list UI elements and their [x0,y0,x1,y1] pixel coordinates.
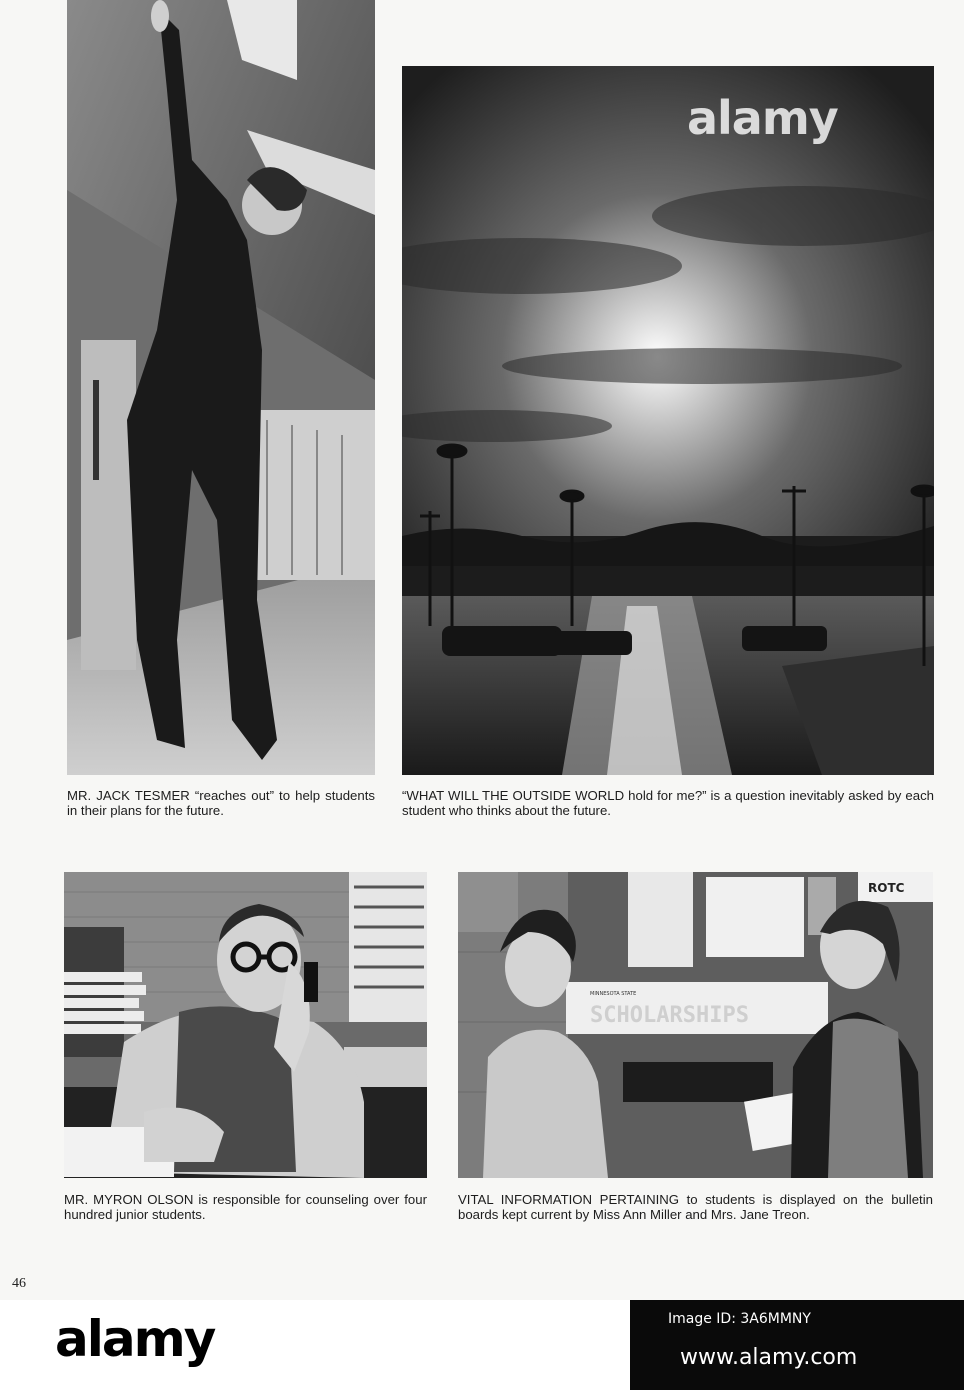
watermark: alamy [687,91,838,145]
caption-text: “reaches out” to help students in their plans for the future. [67,788,375,818]
photo-sunset-parking-lot [402,66,934,775]
caption-text: to students is displayed on the bulletin boards kept current by Miss Ann Miller and Mrs. Jane Treon. [458,1192,933,1222]
bulletin-title: SCHOLARSHIPS [590,1003,749,1028]
footer-image-id: Image ID: 3A6MMNY [668,1311,811,1327]
bulletin-photo-art [458,872,933,1178]
sunset-photo-art [402,66,934,775]
olson-photo-art [64,872,427,1178]
caption-bulletin-board [458,1192,933,1222]
footer-logo: alamy [55,1310,215,1368]
photo-bulletin-board [458,872,933,1178]
caption-lead: VITAL INFORMATION PERTAINING [458,1192,680,1207]
photo-jack-tesmer [67,0,375,775]
page-number: 46 [12,1276,26,1291]
caption-sunset [402,788,934,818]
caption-text: hold for me?” is a question inevitably asked by each student who thinks about the future. [402,788,934,818]
caption-text: is responsible for counseling over four hundred junior students. [64,1192,427,1222]
caption-jack-tesmer [67,788,375,818]
footer-url: www.alamy.com [680,1345,858,1370]
bulletin-tag: ROTC [868,881,905,895]
caption-lead: “WHAT WILL THE OUTSIDE WORLD [402,788,625,803]
photo-myron-olson [64,872,427,1178]
caption-lead: MR. JACK TESMER [67,788,190,803]
caption-lead: MR. MYRON OLSON [64,1192,194,1207]
caption-myron-olson [64,1192,427,1222]
bulletin-header: MINNESOTA STATE [590,991,637,997]
tesmer-photo-art [67,0,375,775]
